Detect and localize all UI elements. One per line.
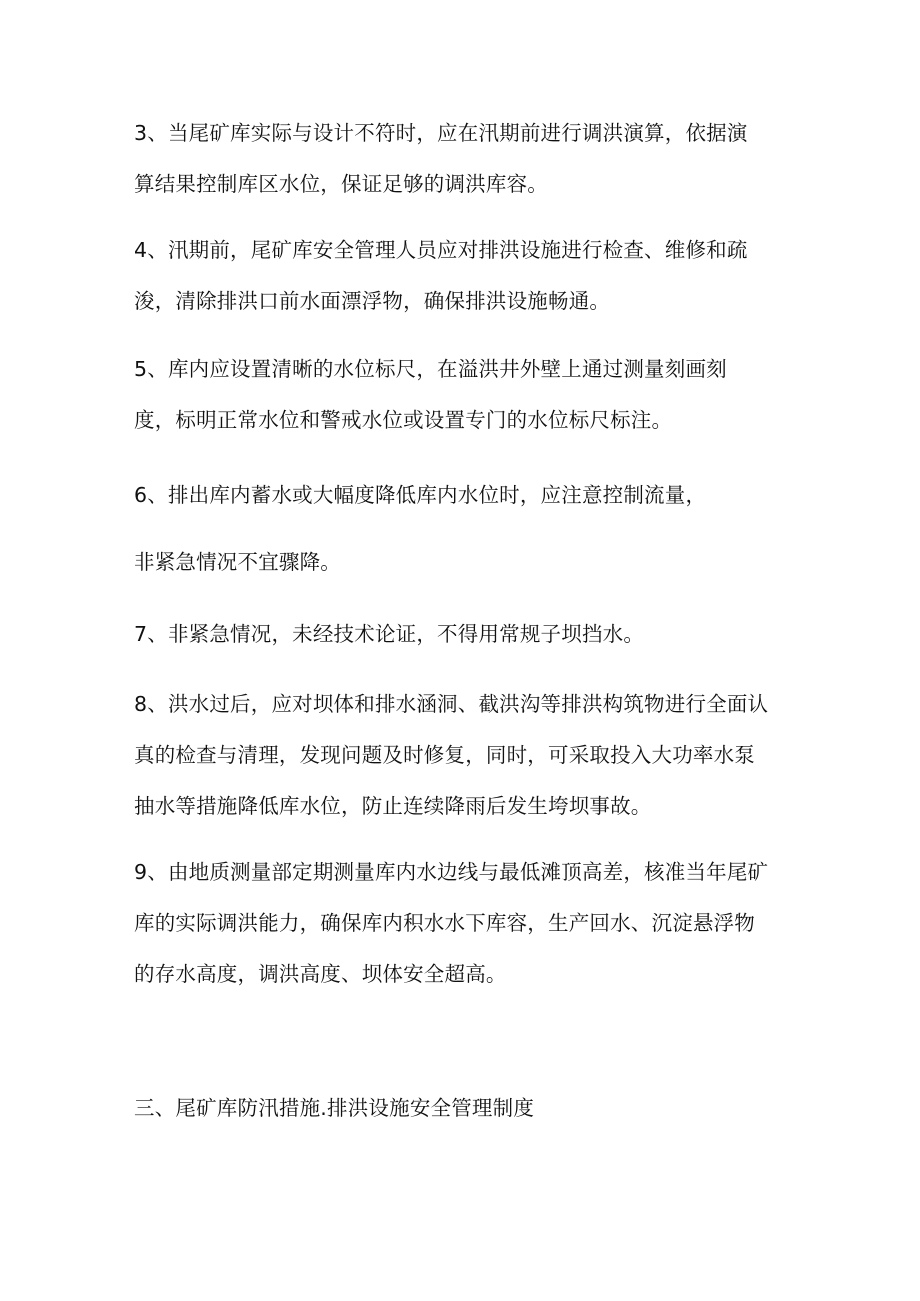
item-6-line-2: 非紧急情况不宜骤降。: [134, 550, 341, 574]
item-4-line-1: 4、汛期前，尾矿库安全管理人员应对排洪设施进行检查、维修和疏: [134, 238, 748, 262]
item-8-line-3: 抽水等措施降低库水位，防止连续降雨后发生垮坝事故。: [134, 794, 652, 818]
section-heading: 三、尾矿库防汛措施.排洪设施安全管理制度: [134, 1096, 535, 1120]
item-8-line-2: 真的检查与清理，发现问题及时修复，同时，可采取投入大功率水泵: [134, 743, 755, 767]
item-3-line-2: 算结果控制库区水位，保证足够的调洪库容。: [134, 172, 548, 196]
item-4-line-2: 浚，清除排洪口前水面漂浮物，确保排洪设施畅通。: [134, 289, 611, 313]
item-3-line-1: 3、当尾矿库实际与设计不符时，应在汛期前进行调洪演算，依据演: [134, 121, 748, 145]
item-5-line-2: 度，标明正常水位和警戒水位或设置专门的水位标尺标注。: [134, 408, 673, 432]
item-6-line-1: 6、排出库内蓄水或大幅度降低库内水位时，应注意控制流量，: [134, 483, 707, 507]
item-8-line-1: 8、洪水过后，应对坝体和排水涵洞、截洪沟等排洪构筑物进行全面认: [134, 692, 769, 716]
item-5-line-1: 5、库内应设置清晰的水位标尺，在溢洪井外壁上通过测量刻画刻: [134, 357, 727, 381]
item-9-line-2: 库的实际调洪能力，确保库内积水水下库容，生产回水、沉淀悬浮物: [134, 911, 755, 935]
item-7-line-1: 7、非紧急情况，未经技术论证，不得用常规子坝挡水。: [134, 622, 645, 646]
item-9-line-1: 9、由地质测量部定期测量库内水边线与最低滩顶高差，核准当年尾矿: [134, 860, 769, 884]
item-9-line-3: 的存水高度，调洪高度、坝体安全超高。: [134, 962, 507, 986]
